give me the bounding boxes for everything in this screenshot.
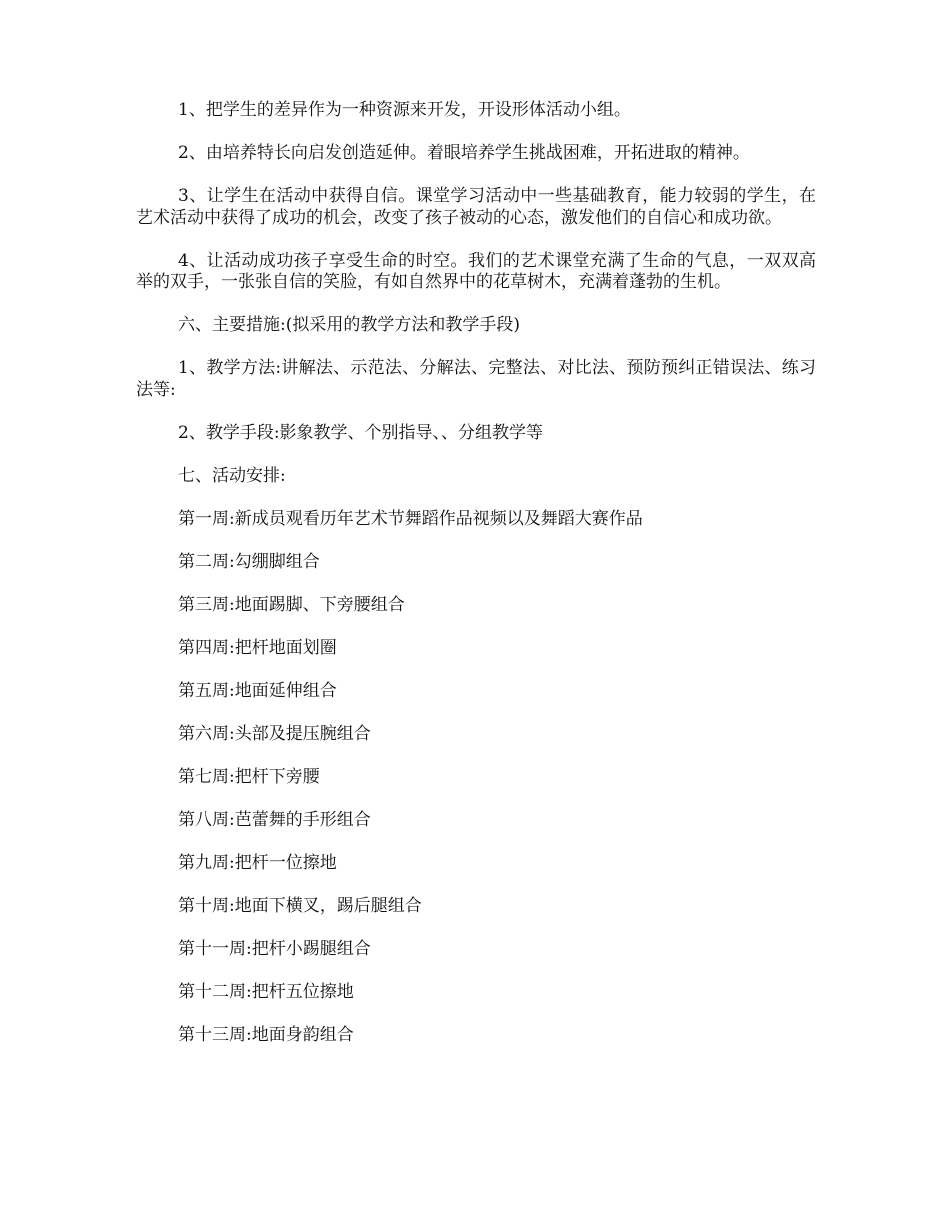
schedule-item: 第二周:勾绷脚组合 <box>178 551 320 572</box>
schedule-item: 第三周:地面踢脚、下旁腰组合 <box>178 594 405 615</box>
schedule-item: 第六周:头部及提压腕组合 <box>178 723 371 744</box>
paragraph-2: 2、由培养特长向启发创造延伸。着眼培养学生挑战困难，开拓进取的精神。 <box>178 143 750 163</box>
schedule-item: 第十周:地面下横叉，踢后腿组合 <box>178 895 422 916</box>
schedule-item: 第九周:把杆一位擦地 <box>178 852 337 873</box>
schedule-item: 第五周:地面延伸组合 <box>178 680 337 701</box>
paragraph-3: 3、让学生在活动中获得自信。课堂学习活动中一些基础教育，能力较弱的学生，在艺术活动中获得了成功的机会，改变了孩子被动的心态，激发他们的自信心和成功欲。 <box>136 186 816 228</box>
schedule-item: 第十三周:地面身韵组合 <box>178 1024 354 1045</box>
paragraph-1: 1、把学生的差异作为一种资源来开发，开设形体活动小组。 <box>178 100 631 120</box>
section-heading-measures: 六、主要措施:(拟采用的教学方法和教学手段) <box>178 315 520 335</box>
paragraph-teaching-methods: 1、教学方法:讲解法、示范法、分解法、完整法、对比法、预防预纠正错误法、练习法等: <box>136 358 816 400</box>
schedule-item: 第七周:把杆下旁腰 <box>178 766 320 787</box>
paragraph-4: 4、让活动成功孩子享受生命的时空。我们的艺术课堂充满了生命的气息，一双双高举的双手，一张张自信的笑脸，有如自然界中的花草树木，充满着蓬勃的生机。 <box>136 250 816 292</box>
schedule-item: 第十一周:把杆小踢腿组合 <box>178 938 371 959</box>
section-heading-schedule: 七、活动安排: <box>178 465 286 486</box>
schedule-item: 第四周:把杆地面划圈 <box>178 637 337 658</box>
schedule-item: 第一周:新成员观看历年艺术节舞蹈作品视频以及舞蹈大赛作品 <box>178 508 643 529</box>
schedule-item: 第十二周:把杆五位擦地 <box>178 981 354 1002</box>
schedule-item: 第八周:芭蕾舞的手形组合 <box>178 809 371 830</box>
paragraph-teaching-means: 2、教学手段:影象教学、个别指导、、分组教学等 <box>178 422 544 443</box>
document-page <box>136 100 816 1046</box>
